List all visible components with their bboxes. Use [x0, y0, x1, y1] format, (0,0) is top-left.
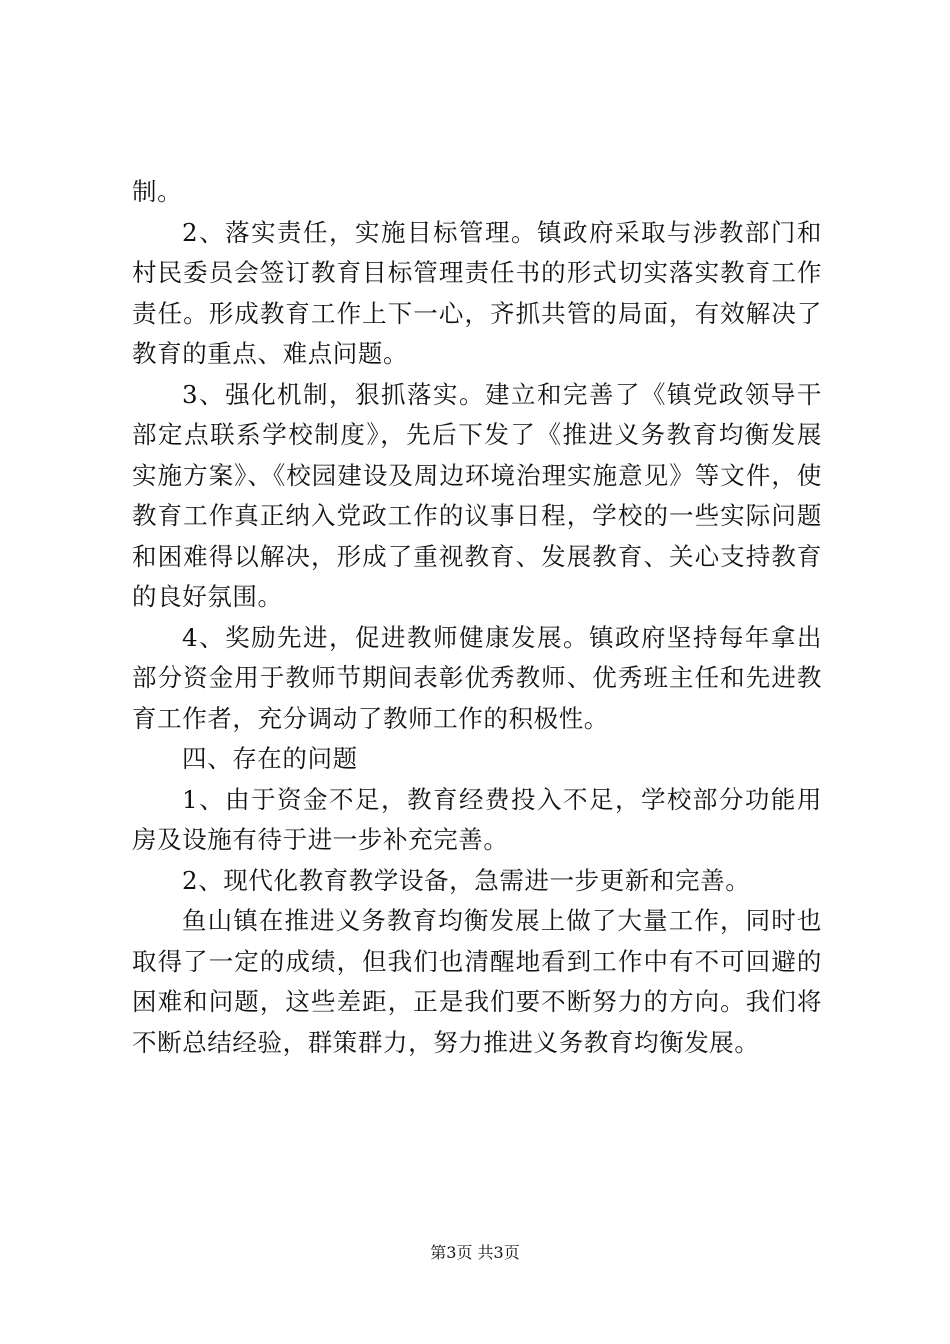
section-heading-problems: 四、存在的问题 [182, 744, 358, 773]
page-number: 第3页 共3页 [430, 1243, 520, 1262]
paragraph-responsibility: 2、落实责任，实施目标管理。镇政府采取与涉教部门和村民委员会签订教育目标管理责任书的形式切实落实教育工作责任。形成教育工作上下一心，齐抓共管的局面，有效解决了教育的重点、难点问题。 [132, 217, 822, 368]
paragraph-problem-equipment: 2、现代化教育教学设备，急需进一步更新和完善。 [182, 865, 751, 895]
page-footer [0, 1243, 950, 1263]
paragraph-rewards: 4、奖励先进，促进教师健康发展。镇政府坚持每年拿出部分资金用于教师节期间表彰优秀教师、优秀班主任和先进教育工作者，充分调动了教师工作的积极性。 [132, 622, 822, 733]
paragraph-conclusion: 鱼山镇在推进义务教育均衡发展上做了大量工作，同时也取得了一定的成绩，但我们也清醒地看到工作中有不可回避的困难和问题，这些差距，正是我们要不断努力的方向。我们将不断总结经验，群策群力，努力推进义务教育均衡发展。 [132, 906, 822, 1057]
paragraph-continuation: 制。 [132, 177, 183, 206]
paragraph-problem-funding: 1、由于资金不足，教育经费投入不足，学校部分功能用房及设施有待于进一步补充完善。 [132, 784, 822, 854]
document-body [132, 172, 822, 1063]
paragraph-mechanism: 3、强化机制，狠抓落实。建立和完善了《镇党政领导干部定点联系学校制度》，先后下发了《推进义务教育均衡发展实施方案》、《校园建设及周边环境治理实施意见》等文件，使教育工作真正纳入党政工作的议事日程，学校的一些实际问题和困难得以解决，形成了重视教育、发展教育、关心支持教育的良好氛围。 [132, 379, 822, 611]
